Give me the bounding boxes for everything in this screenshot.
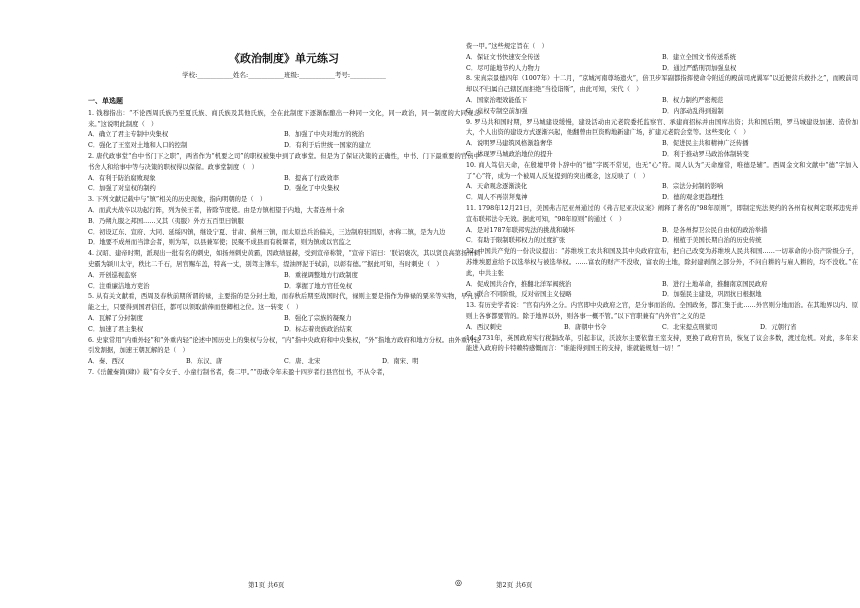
question-text: 12. 中国共产党的一份决议提出：“苏维埃工农共和国及其中央政府宣布，把自己改变为苏维埃人民共和国……一切革命的小资产阶级分子，苏维埃愿意给予以选举权与被选举权。……富农的财产不没收，富农的土地，除封建剥削之部分外，不问自耕的与雇人耕的，均不没收。”在此，中共主张 (466, 248, 858, 277)
answer-option[interactable]: B．权力制约严密规范 (662, 96, 724, 104)
answer-option[interactable]: B．唐朝中书令 (564, 323, 607, 331)
question-item (466, 161, 858, 204)
answer-option[interactable]: C．皇权专制空前加强 (466, 107, 528, 115)
answer-options (88, 271, 480, 293)
question-text: 4. 汉昭、建帝时期，派现出一批有名的刺史，如扬州刺史黄霸，因政绩显赫，受到宣帝称赞，“宣帝下诏曰：‘朕诏褒次，其以贤良高第扬州刺史霸为颍川太守，秩比二千石，居官赐车盖，特高一丈，别驾主簿车，缇油屏泥于轼前，以彰有德。’”据此可知，当时刺史（ ） (88, 250, 480, 268)
answer-option[interactable]: B．促进民主共和精神广泛传播 (662, 140, 749, 148)
answer-option[interactable]: D．强化了中央集权 (284, 185, 340, 193)
answer-option[interactable]: A．秦、西汉 (88, 358, 125, 366)
answer-option[interactable]: A．促成国共合作，推翻北洋军阀统治 (466, 280, 572, 288)
left-questions (88, 109, 480, 379)
answer-option[interactable]: D．掌握了地方官任免权 (284, 282, 353, 290)
question-item (88, 336, 480, 368)
answer-options (88, 174, 480, 196)
question-text: 赀一甲。”这些规定旨在（ ） (466, 43, 548, 50)
left-column (88, 0, 480, 379)
question-text: 7.《岳麓秦简(肆)》载“有令女子、小童行制书者，赀二甲。”“毋敢令年未盈十四岁者行县官恒书，不从令者， (88, 368, 389, 376)
question-text: 5. 从有关文献看，西周及春秋前期所谓的禄，主要指的是分封土地，而春秋后期至战国时代，禄则主要是指作为俸禄的粟米等实物，早凡智能之士，只要得到国君信任，都可以领取薪俸而登卿相之位。这一转变（ ） (88, 293, 480, 312)
answer-option[interactable]: C．加速了君主集权 (88, 325, 144, 333)
question-text: 6. 史家常用“内重外轻”和“外重内轻”论述中国历史上的集权与分权，“内”指中央政府和中央集权，“外”指地方政府和地方分权。由外重内轻引发割据，加速王朝瓦解的是（ ） (88, 336, 480, 355)
answer-option[interactable]: C．唐、北宋 (284, 358, 321, 366)
answer-option[interactable]: C．加强了对皇权的制约 (88, 185, 156, 193)
answer-option[interactable]: A．天命观念逐渐淡化 (466, 183, 528, 191)
answer-option[interactable]: D．有利于后世统一国家的建立 (284, 142, 371, 150)
question-item (466, 334, 858, 356)
answer-option[interactable]: D．通过严酷刑罚加强皇权 (662, 64, 737, 72)
question-text: 14. 1731年，英国政府实行税制改革，引起非议，沃波尔主要依靠王室支持，更换了政府官员，恢复了议会多数，渡过危机。对此，多年来能进入政府的卡特赖特感慨而言：“谁能得到国王的支持，谁就能规划一切！” (466, 334, 858, 353)
answer-option[interactable]: D．利于推动罗马政治体制转变 (662, 150, 749, 158)
question-text: 2. 唐代政事堂“台中书门下之职”，两省作为“机要之司”的职权被集中到了政事堂。但是为了保证决策的正确性，中书、门下最重要的官员中书舍人和给事中等与决策的职权得以保留。政事堂制度（ ） (88, 152, 480, 171)
answer-option[interactable]: C．初设辽东、宣府、大同、延绥四镇，继设宁夏、甘肃、蓟州三镇，而太原总兵治偏关，三边制府驻固原，亦称二镇，是为九边 (88, 228, 446, 236)
answer-options (466, 280, 858, 302)
answer-option[interactable]: C．联合不同阶级，反对帝国主义侵略 (466, 291, 572, 299)
answer-option[interactable]: B．建立全国文书传送系统 (662, 53, 736, 61)
question-item (466, 42, 858, 74)
answer-option[interactable]: B．是各州捍卫公民自由权的政治举措 (662, 226, 768, 234)
answer-option[interactable]: B．东汉、唐 (186, 358, 223, 366)
question-item (88, 368, 480, 379)
answer-option[interactable]: B．提高了行政效率 (284, 174, 340, 182)
question-text: 3. 下列文献记载中与“镇”相关的历史现象，指向明朝的是（ ） (88, 196, 267, 204)
answer-option[interactable]: D．根植于美国长期自治的历史传统 (662, 237, 762, 245)
answer-options (88, 206, 480, 249)
question-item (88, 109, 480, 152)
answer-options (466, 226, 858, 248)
answer-option[interactable]: A．保证文书快速安全传送 (466, 53, 540, 61)
question-text: 11. 1798年12月21日，美国弗吉尼亚州通过的《弗吉尼亚决议案》阐释了著名的“98年原则”，即制定宪法契约的各州有权判定联邦违宪并宣布联邦法令无效。据此可知，“98年原则”的通过（ ） (466, 204, 858, 223)
footer-page-right: 第2页 共6页 (496, 581, 533, 589)
answer-option[interactable]: C．周人不再崇拜鬼神 (466, 194, 528, 202)
answer-option[interactable]: A．而武夫战卒以功起行阵，列为侯王者，皆除节度使。由是方镇相望于内地，大者连州十余 (88, 206, 345, 214)
answer-option[interactable]: C．体现罗马城政治地位的提升 (466, 150, 553, 158)
answer-option[interactable]: A．有利于防治腐败现象 (88, 174, 156, 182)
answer-options (88, 357, 480, 368)
answer-option[interactable]: D．德的观念更趋理性 (662, 194, 724, 202)
question-item (466, 301, 858, 333)
footer-page-left: 第1页 共6页 (248, 581, 285, 589)
answer-options (88, 130, 480, 152)
answer-option[interactable]: A．西汉刺史 (466, 323, 503, 331)
question-text: 13. 有历史学者说：“官有内外之分。内官即中央政府之官，是分事而治的。全国政务，都汇集于此……外官则分地而治。在其地界以内、原则上各事都要管的。除于地界以外，则各事一概不管。”以下官职兼有“内外官”之义的是 (466, 302, 858, 320)
answer-option[interactable]: B．乃朔九服之邦国……又其（夷服）外方五百里曰镇服 (88, 217, 244, 225)
answer-option[interactable]: B．宗法分封制的影响 (662, 183, 724, 191)
question-item (466, 247, 858, 301)
answer-option[interactable]: B．强化了宗族的凝聚力 (284, 314, 352, 322)
question-item (88, 152, 480, 195)
answer-option[interactable]: D．南宋、明 (382, 358, 419, 366)
answer-option[interactable]: A．是对1787年联邦宪法的挑战和破坏 (466, 226, 575, 234)
answer-option[interactable]: D．元朝行省 (760, 323, 797, 331)
right-column (466, 0, 858, 355)
question-text: 8. 宋真宗景德四年（1007年）十二月，“京城河南尊场遗火”，倍卫步军副都指挥使命令附近的殿前司虎翼军“以近便营兵救扑之”，而殿前司却以不归属自己辖区而拒绝“当役诣斯”，由此可知，宋代（ ） (466, 75, 858, 94)
answer-option[interactable]: A．说明罗马建筑风格渐趋奢华 (466, 140, 553, 148)
question-item (88, 292, 480, 335)
question-item (88, 249, 480, 292)
question-item (466, 74, 858, 117)
page-title: 《政治制度》单元练习 (229, 52, 339, 65)
answer-options (466, 53, 858, 75)
answer-option[interactable]: D．内部动乱得到遏制 (662, 107, 724, 115)
student-info-line: 学校:___________姓名:___________班级:___________考号:___________ (182, 71, 386, 79)
answer-option[interactable]: C．有助于限制联邦权力的过度扩张 (466, 237, 566, 245)
question-text: 9. 罗马共和国时期，罗马城建设缓慢，建设活动由元老院委托监察官、承建商招标并由国库出资；共和国后期，罗马城建设加速、造价加大，个人出资的建设方式逐渐兴起，他翻曾由巨资购地新建广场，扩建元老院会堂等。这些变化（ ） (466, 118, 858, 137)
question-text: 1. 钱穆指出：“不论西周氏族乃至夏氏族、商氏族及其他氏族，全在此制度下逐渐酝酿出一种同一文化，同一政治，同一制度的大同观念来。”这说明此制度（ ） (88, 109, 480, 128)
answer-option[interactable]: A．国家治理效能低下 (466, 96, 528, 104)
answer-option[interactable]: D．地要不成州而当津会者，则为军，以县兼军使；民聚不成县而有税课者，则为镇或以官监之 (88, 239, 352, 247)
answer-options (466, 182, 858, 204)
answer-option[interactable]: B．重视调整地方行政制度 (284, 271, 358, 279)
answer-option[interactable]: B．加强了中央对地方的统治 (284, 131, 365, 139)
answer-option[interactable]: A．开创巡视监察 (88, 271, 137, 279)
answer-option[interactable]: C．注重廉洁地方吏治 (88, 282, 150, 290)
answer-options (466, 323, 858, 334)
page-separator: ◎ (455, 578, 462, 587)
answer-options (466, 139, 858, 161)
right-questions (466, 42, 858, 355)
answer-option[interactable]: B．进行土地革命，推翻南京国民政府 (662, 280, 768, 288)
answer-option[interactable]: D．加强民主建设，巩固抗日根据地 (662, 291, 762, 299)
answer-option[interactable]: A．瓦解了分封制度 (88, 314, 143, 322)
answer-option[interactable]: C．尽可能地节约人力物力 (466, 64, 541, 72)
question-text: 10. 商人笃信天命，在殷墟甲骨卜辞中的“德”字既不常见，也无“心”符。周人认为“天命靡常，唯德是辅”。西周金文和文献中“德”字加入了“心”符，成为一个被周人反复提到的突出概念，这反映了（ ） (466, 161, 858, 180)
answer-option[interactable]: A．确立了君主专制中央集权 (88, 131, 169, 139)
answer-option[interactable]: C．强化了王室对土地和人口的控制 (88, 142, 188, 150)
answer-options (88, 314, 480, 336)
section-heading: 一、单选题 (88, 96, 123, 105)
answer-option[interactable]: D．标志着贵族政治结束 (284, 325, 353, 333)
question-item (88, 195, 480, 249)
answer-options (466, 96, 858, 118)
question-item (466, 204, 858, 247)
answer-option[interactable]: C．北宋提点刑狱司 (662, 323, 718, 331)
question-item (466, 118, 858, 161)
